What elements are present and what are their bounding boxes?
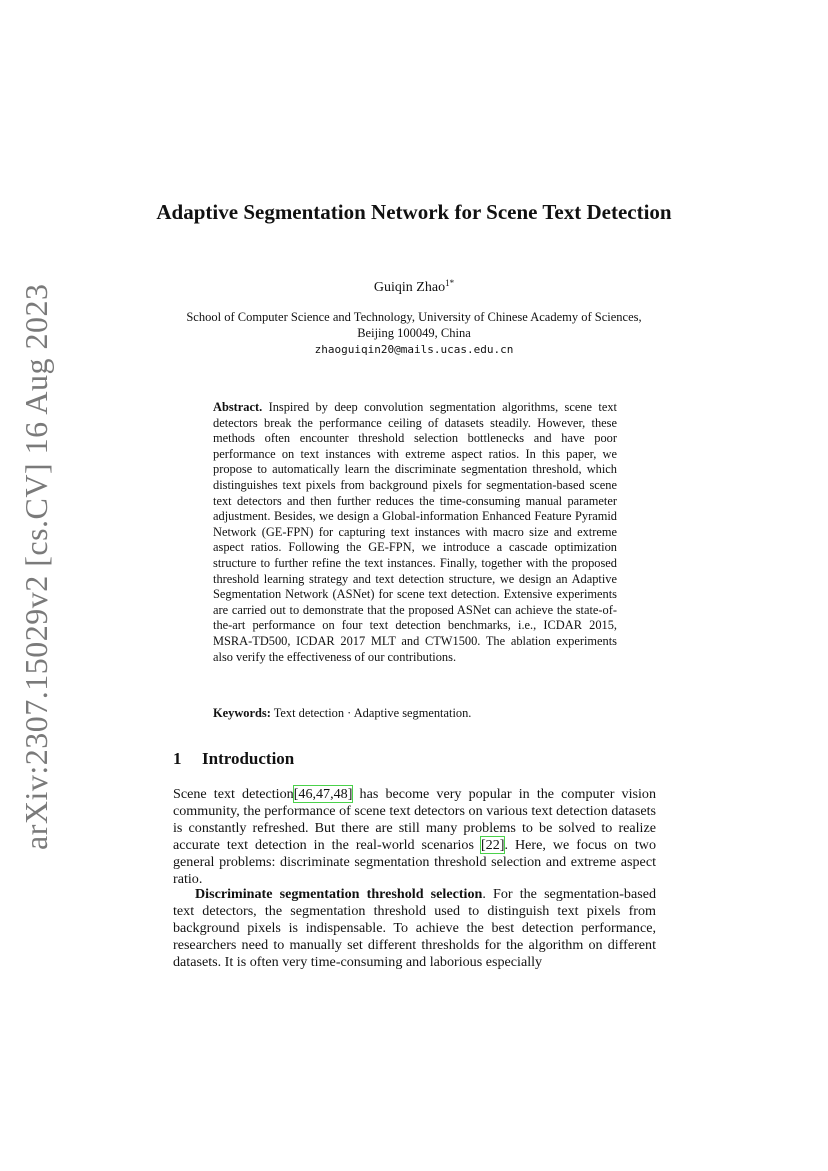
citation-link-22[interactable]: [22]: [480, 837, 505, 853]
abstract-block: [213, 400, 617, 665]
paper-title: Adaptive Segmentation Network for Scene Text Detection: [156, 200, 672, 224]
section-number: 1: [173, 749, 182, 768]
intro-p2-lead: Discriminate segmentation threshold selection: [195, 886, 483, 902]
author-affiliation-marker: 1*: [445, 278, 455, 288]
intro-p1-text-b: has become very popular in the computer vision community, the performance of scene text detectors on various text detection datasets is constantly refreshed. But there are still many problems to be solved to realize accurate text detection in the real-world scenarios: [173, 786, 656, 853]
section-title: Introduction: [202, 749, 295, 768]
author-affiliation: School of Computer Science and Technology, University of Chinese Academy of Sciences, Beijing 100049, China: [186, 310, 642, 340]
citation-link-46-47-48[interactable]: [46,47,48]: [293, 786, 353, 802]
intro-p1-text-c: . Here, we focus on two general problems: discriminate segmentation threshold selection and extreme aspect ratio.: [173, 837, 656, 887]
author-email[interactable]: zhaoguiqin20@mails.ucas.edu.cn: [314, 343, 514, 356]
intro-paragraph-1: [173, 786, 656, 888]
abstract-label: Abstract.: [213, 400, 263, 414]
arxiv-identifier-stamp: arXiv:2307.15029v2 [cs.CV] 16 Aug 2023: [18, 283, 54, 850]
intro-p1-text-a: Scene text detection: [173, 786, 294, 802]
intro-paragraph-2: [173, 886, 656, 971]
keywords-text: Text detection · Adaptive segmentation.: [273, 706, 472, 720]
intro-p2-text: . For the segmentation-based text detectors, the segmentation threshold used to distinguish text pixels from background pixels is indispensable. To achieve the best detection performance, researchers need to manually set different thresholds for the algorithm on different datasets. It is often very time-consuming and laborious especially: [173, 886, 657, 970]
author-name: Guiqin Zhao: [373, 280, 446, 295]
keywords-label: Keywords:: [213, 706, 271, 720]
section-heading-introduction: [173, 748, 294, 770]
keywords-block: [213, 705, 617, 721]
abstract-text: Inspired by deep convolution segmentation algorithms, scene text detectors break the performance ceiling of datasets steadily. However, these methods often encounter threshold selection bottlenecks and have poor performance on text instances with extreme aspect ratios. In this paper, we propose to automatically learn the discriminate segmentation threshold, which distinguishes text pixels from background pixels for segmentation-based scene text detectors and then further reduces the time-consuming manual parameter adjustment. Besides, we design a Global-information Enhanced Feature Pyramid Network (GE-FPN) for capturing text instances with macro size and extreme aspect ratios. Following the GE-FPN, we introduce a cascade optimization structure to further refine the text instances. Finally, together with the proposed threshold learning strategy and text detection structure, we design an Adaptive Segmentation Network (ASNet) for scene text detection. Extensive experiments are carried out to demonstrate that the proposed ASNet can achieve the state-of-the-art performance on four text detection benchmarks, i.e., ICDAR 2015, MSRA-TD500, ICDAR 2017 MLT and CTW1500. The ablation experiments also verify the effectiveness of our contributions.: [213, 400, 617, 664]
author-line: [150, 279, 678, 297]
